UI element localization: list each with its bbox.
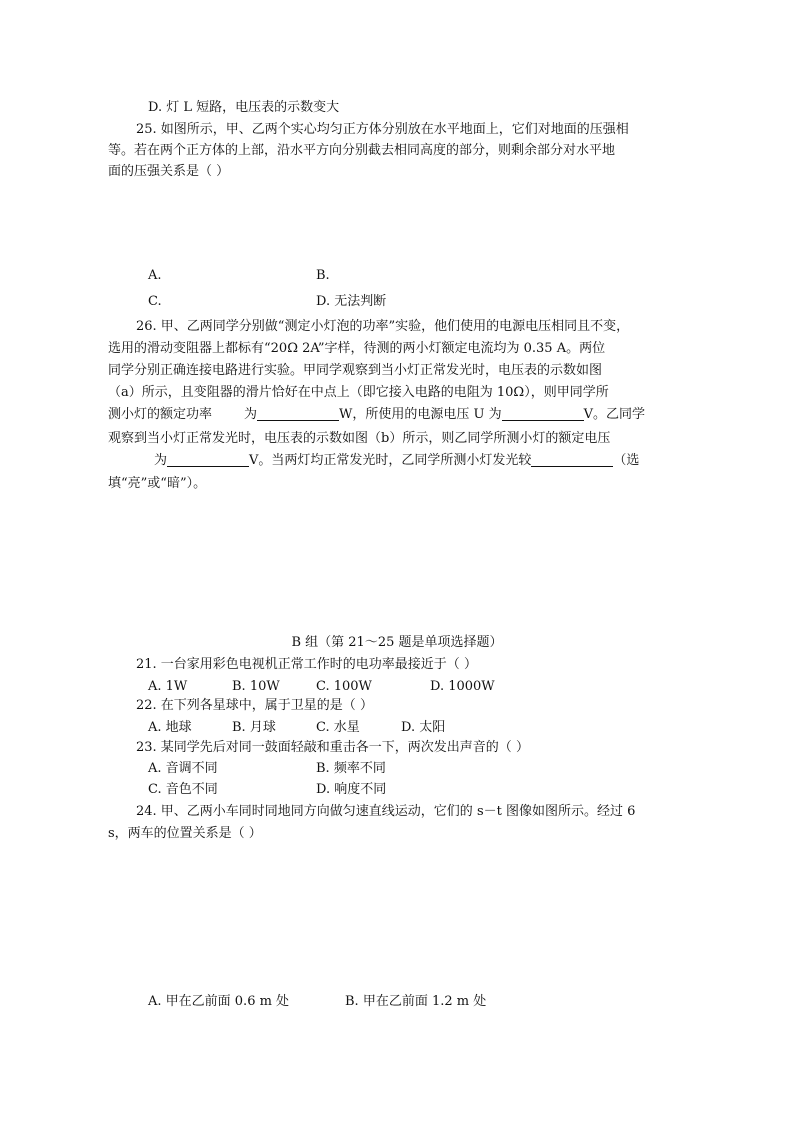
q23-option-d: D. 响度不同: [316, 782, 387, 797]
q26-stem-line8: 填“亮”或“暗”）。: [108, 476, 207, 491]
q26-text: 为: [244, 407, 258, 422]
q24-option-a: A. 甲在乙前面 0.6 m 处: [148, 994, 290, 1009]
q22-option-d: D. 太阳: [401, 720, 446, 735]
group-b-heading: B 组（第 21～25 题是单项选择题）: [291, 635, 503, 650]
q22-stem: 22. 在下列各星球中，属于卫星的是（ ）: [136, 698, 373, 713]
q25-stem-line2: 等。若在两个正方体的上部，沿水平方向分别截去相同高度的部分，则剩余部分对水平地: [108, 143, 616, 158]
answer-blank-brightness[interactable]: [531, 452, 613, 467]
q26-stem-line6: 观察到当小灯正常发光时，电压表的示数如图（b）所示，则乙同学所测小灯的额定电压: [108, 431, 611, 446]
q26-text: V。当两灯均正常发光时，乙同学所测小灯发光较: [249, 453, 532, 468]
q26-text: 测小灯的额定功率: [108, 407, 213, 422]
q23-option-a: A. 音调不同: [148, 761, 218, 776]
q24-option-d: D. 灯 L 短路，电压表的示数变大: [148, 100, 340, 115]
answer-blank-rated-voltage[interactable]: [167, 452, 249, 467]
q21-option-d: D. 1000W: [430, 679, 495, 694]
q26-stem-line3: 同学分别正确连接电路进行实验。甲同学观察到当小灯正常发光时，电压表的示数如图: [108, 363, 603, 378]
q21-option-a: A. 1W: [148, 679, 188, 694]
q26-text: （选: [613, 453, 640, 468]
q22-option-a: A. 地球: [148, 720, 192, 735]
q25-option-b: B.: [316, 268, 330, 283]
q26-text: V。乙同学: [583, 407, 646, 422]
q24-option-b: B. 甲在乙前面 1.2 m 处: [345, 994, 487, 1009]
q22-option-b: B. 月球: [232, 720, 276, 735]
q24-stem-line1: 24. 甲、乙两小车同时同地同方向做匀速直线运动，它们的 s－t 图像如图所示。经过 6: [136, 804, 636, 819]
answer-blank-power[interactable]: [257, 406, 339, 421]
q24-stem-line2: s，两车的位置关系是（ ）: [108, 826, 262, 841]
q26-stem-line4: （a）所示，且变阻器的滑片恰好在中点上（即它接入电路的电阻为 10Ω），则甲同学所: [108, 385, 609, 400]
q26-text: 为: [154, 453, 168, 468]
q23-option-b: B. 频率不同: [316, 761, 386, 776]
q26-stem-line7: [108, 451, 639, 471]
q23-stem: 23. 某同学先后对同一鼓面轻敲和重击各一下，两次发出声音的（ ）: [136, 740, 529, 755]
q25-stem-line1: 25. 如图所示，甲、乙两个实心均匀正方体分别放在水平地面上，它们对地面的压强相: [136, 122, 629, 137]
answer-blank-voltage-u[interactable]: [502, 406, 584, 421]
q21-option-c: C. 100W: [316, 679, 372, 694]
q21-stem: 21. 一台家用彩色电视机正常工作时的电功率最接近于（ ）: [136, 657, 477, 672]
q23-option-c: C. 音色不同: [148, 782, 218, 797]
q26-stem-line5: [108, 405, 645, 425]
q22-option-c: C. 水星: [316, 720, 360, 735]
q25-option-d: D. 无法判断: [316, 294, 387, 309]
q25-stem-line3: 面的压强关系是（ ）: [108, 164, 230, 179]
q26-text: W，所使用的电源电压 U 为: [339, 407, 502, 422]
q25-option-c: C.: [148, 294, 162, 309]
q26-stem-line2: 选用的滑动变阻器上都标有“20Ω 2A”字样，待测的两小灯额定电流均为 0.35 A。两位: [108, 341, 606, 356]
q26-stem-line1: 26. 甲、乙两同学分别做“测定小灯泡的功率”实验，他们使用的电源电压相同且不变，: [136, 319, 630, 334]
q21-option-b: B. 10W: [232, 679, 280, 694]
q25-option-a: A.: [148, 268, 162, 283]
